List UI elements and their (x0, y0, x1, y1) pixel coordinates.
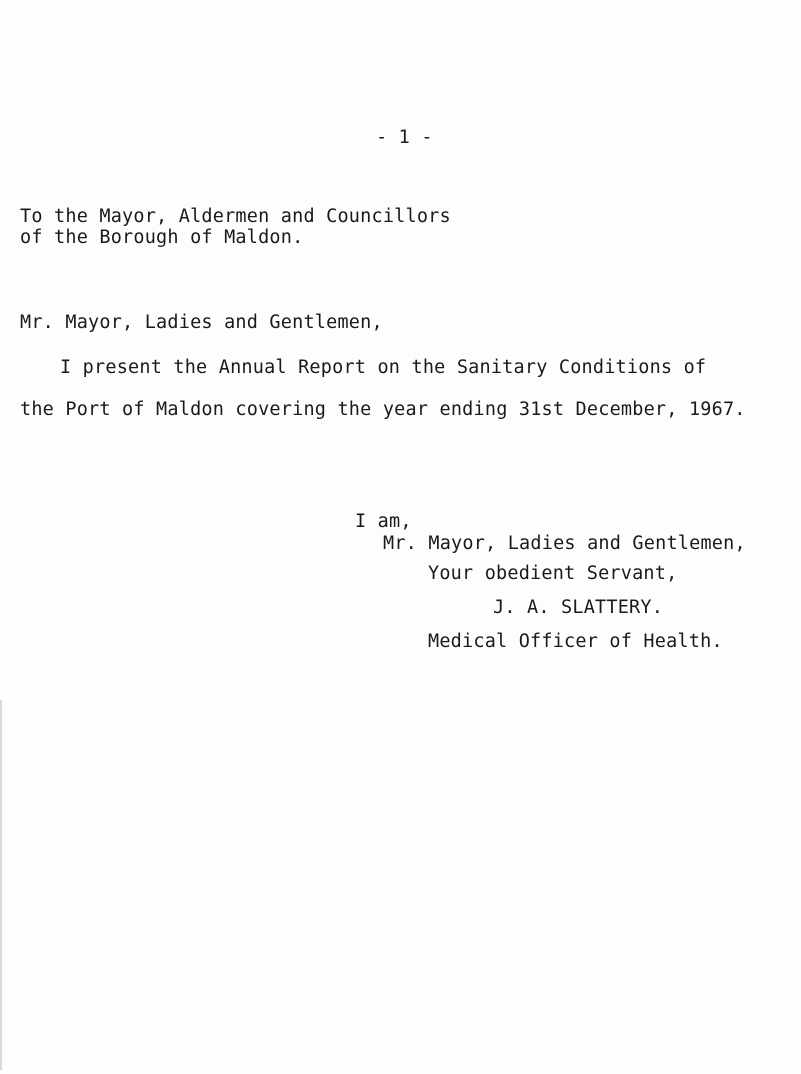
body-line-2: the Port of Maldon covering the year ending 31st December, 1967. (20, 399, 746, 420)
closing-line-3: Your obedient Servant, (428, 563, 678, 584)
page-edge-shadow (0, 700, 2, 1070)
address-line-1: To the Mayor, Aldermen and Councillors (20, 206, 451, 227)
signatory-title: Medical Officer of Health. (428, 631, 723, 652)
salutation: Mr. Mayor, Ladies and Gentlemen, (20, 312, 383, 333)
closing-line-1: I am, (355, 511, 412, 532)
address-line-2: of the Borough of Maldon. (20, 227, 304, 248)
closing-line-2: Mr. Mayor, Ladies and Gentlemen, (383, 533, 746, 554)
signature-name: J. A. SLATTERY. (493, 597, 664, 618)
body-line-1: I present the Annual Report on the Sanitary Conditions of (60, 357, 707, 378)
page-number: - 1 - (376, 127, 433, 148)
